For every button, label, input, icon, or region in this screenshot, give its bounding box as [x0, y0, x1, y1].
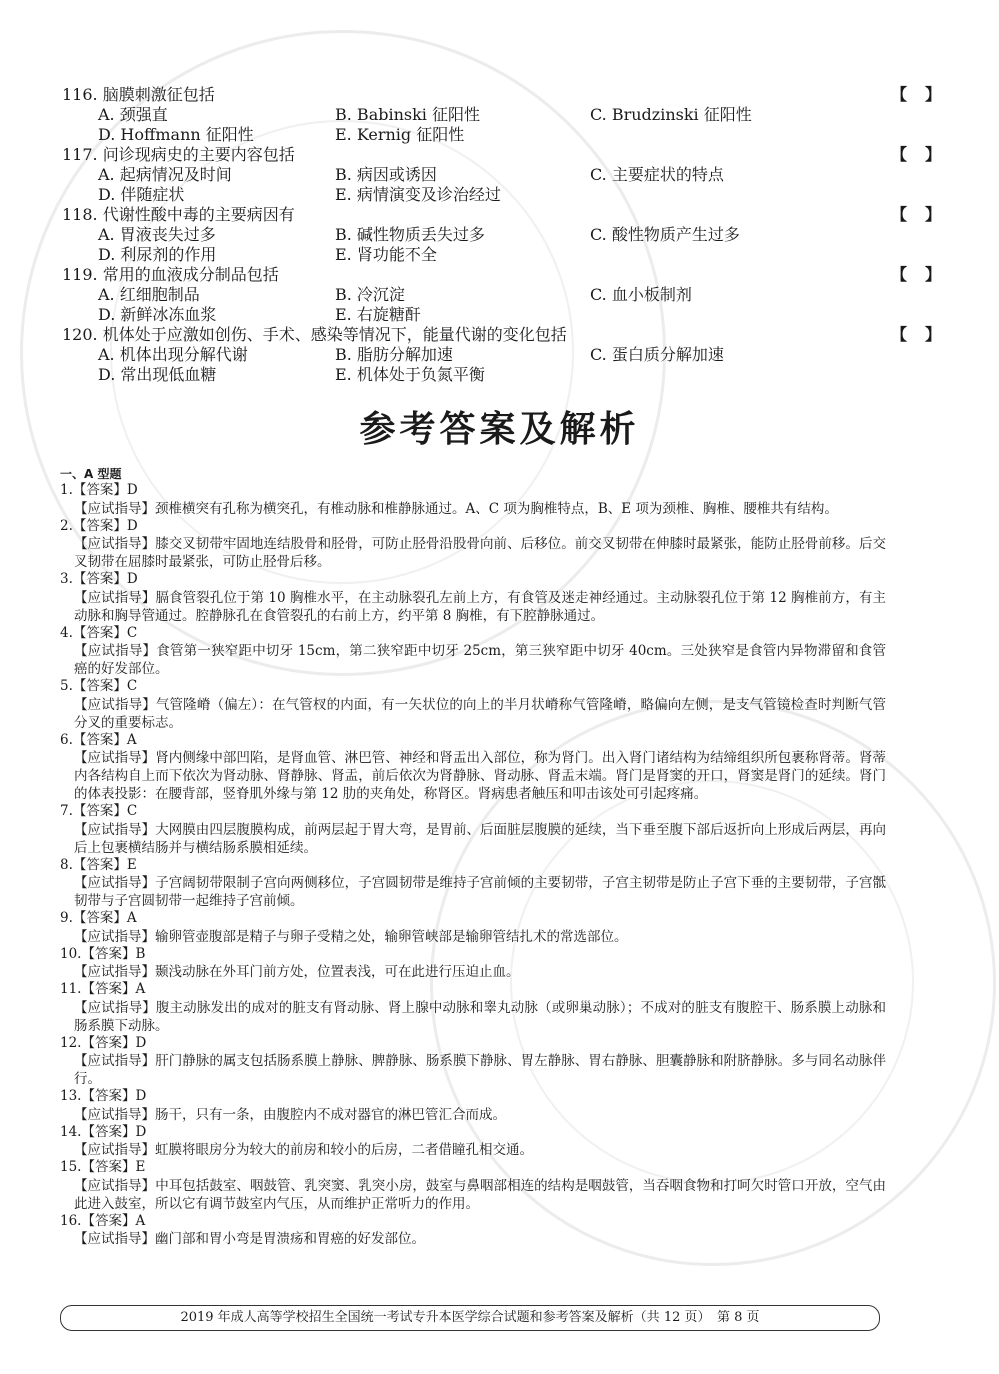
answer-number: 3. [60, 571, 73, 587]
answer-explanation: 【应试指导】膝交叉韧带牢固地连结股骨和胫骨，可防止胫骨沿股骨向前、后移位。前交叉韧带在伸膝时最紧张，能防止胫骨前移。后交叉韧带在屈膝时最紧张，可防止胫骨后移。 [74, 536, 886, 570]
answer-item [60, 1159, 886, 1213]
answer-item [60, 1124, 886, 1160]
option: D. 伴随症状 [98, 185, 185, 204]
option: B. 碱性物质丢失过多 [335, 225, 485, 244]
option: C. 蛋白质分解加速 [590, 345, 724, 364]
answer-line [60, 1124, 886, 1142]
option: A. 胃液丧失过多 [98, 225, 216, 244]
answer-bracket: 【 】 [890, 265, 942, 284]
answer-bracket: 【 】 [890, 325, 942, 344]
section-title: 参考答案及解析 [359, 409, 640, 450]
answer-bracket: 【 】 [890, 145, 942, 164]
answer-line [60, 981, 886, 999]
option: C. 主要症状的特点 [590, 165, 724, 184]
option: E. 右旋糖酐 [335, 305, 421, 324]
answer-item [60, 981, 886, 1035]
answer-explanation: 【应试指导】肠干，只有一条，由腹腔内不成对器官的淋巴管汇合而成。 [74, 1106, 506, 1123]
answer-explanation: 【应试指导】颈椎横突有孔称为横突孔，有椎动脉和椎静脉通过。A、C 项为胸椎特点，B、E 项为颈椎、胸椎、腰椎共有结构。 [74, 500, 838, 517]
answer-item [60, 1213, 886, 1249]
option: B. 冷沉淀 [335, 285, 405, 304]
option-row [62, 105, 942, 125]
question-stem: 118. 代谢性酸中毒的主要病因有 [62, 205, 295, 224]
answer-number: 13. [60, 1088, 82, 1104]
answer-line [60, 1159, 886, 1177]
answer-key: 【答案】D [81, 1088, 147, 1104]
answer-line [60, 678, 886, 696]
option-row [62, 285, 942, 305]
answer-number: 8. [60, 856, 73, 873]
answer-number: 1. [60, 482, 73, 498]
answer-explanation: 【应试指导】大网膜由四层腹膜构成，前两层起于胃大弯，是胃前、后面脏层腹膜的延续，当下垂至腹下部后返折向上形成后两层，再向后上包裹横结肠并与横结肠系膜相延续。 [74, 821, 886, 856]
option: D. Hoffmann 征阳性 [98, 125, 254, 144]
answer-line [60, 803, 886, 821]
option: C. 酸性物质产生过多 [590, 225, 740, 244]
question-block [62, 205, 942, 265]
answer-number: 15. [60, 1159, 82, 1175]
option: D. 常出现低血糖 [98, 365, 217, 384]
answer-bracket: 【 】 [890, 85, 942, 104]
answer-item [60, 910, 886, 946]
question-block [62, 85, 942, 145]
answer-item [60, 518, 886, 572]
answer-explanation: 【应试指导】膈食管裂孔位于第 10 胸椎水平，在主动脉裂孔左前上方，有食管及迷走神经通过。主动脉裂孔位于第 12 胸椎前方，有主动脉和胸导管通过。腔静脉孔在食管裂孔的右前上方，约平第 8 胸椎，有下腔静脉通过。 [74, 589, 886, 624]
answer-number: 12. [60, 1034, 82, 1051]
question-stem: 116. 脑膜刺激征包括 [62, 85, 215, 104]
answer-item [60, 571, 886, 625]
answer-item [60, 482, 886, 518]
answer-item [60, 803, 886, 857]
answer-bracket: 【 】 [890, 205, 942, 224]
question-block [62, 265, 942, 325]
answer-item [60, 678, 886, 732]
answer-number: 6. [60, 731, 73, 748]
option-row [62, 245, 942, 265]
answer-item [60, 1035, 886, 1089]
answer-key: 【答案】D [72, 517, 138, 534]
answer-line [60, 857, 886, 875]
answer-item [60, 732, 886, 804]
answer-key: 【答案】C [72, 678, 138, 694]
question-block [62, 145, 942, 205]
answer-key: 【答案】D [81, 1123, 147, 1140]
answer-explanation: 【应试指导】输卵管壶腹部是精子与卵子受精之处，输卵管峡部是输卵管结扎术的常选部位。 [74, 928, 628, 945]
answer-key: 【答案】C [72, 803, 138, 819]
option: B. Babinski 征阳性 [335, 105, 481, 124]
option: D. 新鲜冰冻血浆 [98, 305, 217, 324]
answer-list [60, 482, 886, 1248]
answer-explanation: 【应试指导】幽门部和胃小弯是胃溃疡和胃癌的好发部位。 [74, 1231, 425, 1247]
option-row [62, 305, 942, 325]
answer-key: 【答案】A [81, 1212, 146, 1229]
option-row [62, 185, 942, 205]
option: B. 脂肪分解加速 [335, 345, 453, 364]
question-stem: 117. 问诊现病史的主要内容包括 [62, 145, 295, 164]
answer-line [60, 482, 886, 500]
answer-key: 【答案】A [72, 731, 137, 748]
answer-explanation: 【应试指导】腹主动脉发出的成对的脏支有肾动脉、肾上腺中动脉和睾丸动脉（或卵巢动脉）；不成对的脏支有腹腔干、肠系膜上动脉和肠系膜下动脉。 [74, 999, 886, 1034]
answer-line [60, 910, 886, 928]
answer-explanation: 【应试指导】颞浅动脉在外耳门前方处，位置表浅，可在此进行压迫止血。 [74, 964, 520, 980]
question-stem: 119. 常用的血液成分制品包括 [62, 265, 279, 284]
option-row [62, 365, 942, 385]
answer-number: 11. [60, 981, 82, 997]
answer-number: 5. [60, 678, 73, 694]
answer-number: 7. [60, 803, 73, 819]
part-heading: 一、A 型题 [60, 467, 122, 481]
answer-explanations [60, 466, 886, 1248]
option: A. 机体出现分解代谢 [98, 345, 248, 364]
multiple-choice-questions [62, 85, 942, 385]
option: A. 起病情况及时间 [98, 165, 232, 184]
answer-key: 【答案】A [81, 981, 146, 997]
answer-line [60, 732, 886, 750]
option-row [62, 345, 942, 365]
answer-explanation: 【应试指导】中耳包括鼓室、咽鼓管、乳突窦、乳突小房，鼓室与鼻咽部相连的结构是咽鼓管，当吞咽食物和打呵欠时管口开放，空气由此进入鼓室，所以它有调节鼓室内气压，从而维护正常听力的作用。 [74, 1177, 886, 1212]
answer-line [60, 625, 886, 643]
answer-explanation: 【应试指导】肝门静脉的属支包括肠系膜上静脉、脾静脉、肠系膜下静脉、胃左静脉、胃右静脉、胆囊静脉和附脐静脉。多与同名动脉伴行。 [74, 1053, 886, 1087]
answer-explanation: 【应试指导】子宫阔韧带限制子宫向两侧移位，子宫圆韧带是维持子宫前倾的主要韧带，子宫主韧带是防止子宫下垂的主要韧带，子宫骶韧带与子宫圆韧带一起维持子宫前倾。 [74, 875, 886, 909]
answer-item [60, 857, 886, 911]
answer-explanation: 【应试指导】虹膜将眼房分为较大的前房和较小的后房，二者借瞳孔相交通。 [74, 1142, 533, 1158]
option-row [62, 165, 942, 185]
answer-line [60, 1213, 886, 1231]
answer-line [60, 571, 886, 589]
answer-item [60, 625, 886, 679]
answer-explanation: 【应试指导】食管第一狭窄距中切牙 15cm，第二狭窄距中切牙 25cm，第三狭窄距中切牙 40cm。三处狭窄是食管内异物滞留和食管癌的好发部位。 [74, 643, 886, 677]
option: C. 血小板制剂 [590, 285, 692, 304]
answer-explanation: 【应试指导】肾内侧缘中部凹陷，是肾血管、淋巴管、神经和肾盂出入部位，称为肾门。出入肾门诸结构为结缔组织所包裹称肾蒂。肾蒂内各结构自上而下依次为肾动脉、肾静脉、肾盂，前后依次为肾静脉、肾动脉、肾盂末端。肾门是肾窦的开口，肾窦是肾门的延续。肾门的体表投影：在腰背部，竖脊肌外缘与第 12 肋的夹角处，称肾区。肾病患者触压和叩击该处可引起疼痛。 [74, 750, 886, 802]
answer-line [60, 1035, 886, 1053]
option: A. 红细胞制品 [98, 285, 200, 304]
question-block [62, 325, 942, 385]
option: E. 病情演变及诊治经过 [335, 185, 501, 204]
option: E. 机体处于负氮平衡 [335, 365, 485, 384]
answer-number: 4. [60, 624, 73, 641]
option-row [62, 125, 942, 145]
option: E. Kernig 征阳性 [335, 125, 465, 144]
page-footer: 2019 年成人高等学校招生全国统一考试专升本医学综合试题和参考答案及解析（共 12 页） 第 8 页 [60, 1305, 880, 1331]
answer-key: 【答案】D [81, 1034, 147, 1051]
answer-number: 9. [60, 910, 73, 926]
answer-key: 【答案】E [72, 856, 137, 873]
option: A. 颈强直 [98, 105, 168, 124]
answer-line [60, 946, 886, 964]
answer-key: 【答案】E [81, 1159, 146, 1175]
option: D. 利尿剂的作用 [98, 245, 217, 264]
answer-item [60, 1088, 886, 1124]
answer-number: 2. [60, 517, 73, 534]
answer-number: 14. [60, 1123, 82, 1140]
answer-explanation: 【应试指导】气管隆嵴（偏左）：在气管杈的内面，有一矢状位的向上的半月状嵴称气管隆嵴，略偏向左侧，是支气管镜检查时判断气管分叉的重要标志。 [74, 696, 886, 731]
option: C. Brudzinski 征阳性 [590, 105, 752, 124]
option: B. 病因或诱因 [335, 165, 437, 184]
answer-key: 【答案】D [72, 571, 138, 587]
answer-number: 16. [60, 1212, 82, 1229]
question-stem: 120. 机体处于应激如创伤、手术、感染等情况下，能量代谢的变化包括 [62, 325, 567, 344]
answer-line [60, 518, 886, 536]
answer-line [60, 1088, 886, 1106]
option: E. 肾功能不全 [335, 245, 437, 264]
answer-item [60, 946, 886, 982]
answer-key: 【答案】A [72, 910, 137, 926]
answer-key: 【答案】C [72, 624, 138, 641]
option-row [62, 225, 942, 245]
answer-key: 【答案】B [81, 945, 146, 962]
answer-key: 【答案】D [72, 482, 138, 498]
answer-number: 10. [60, 945, 82, 962]
